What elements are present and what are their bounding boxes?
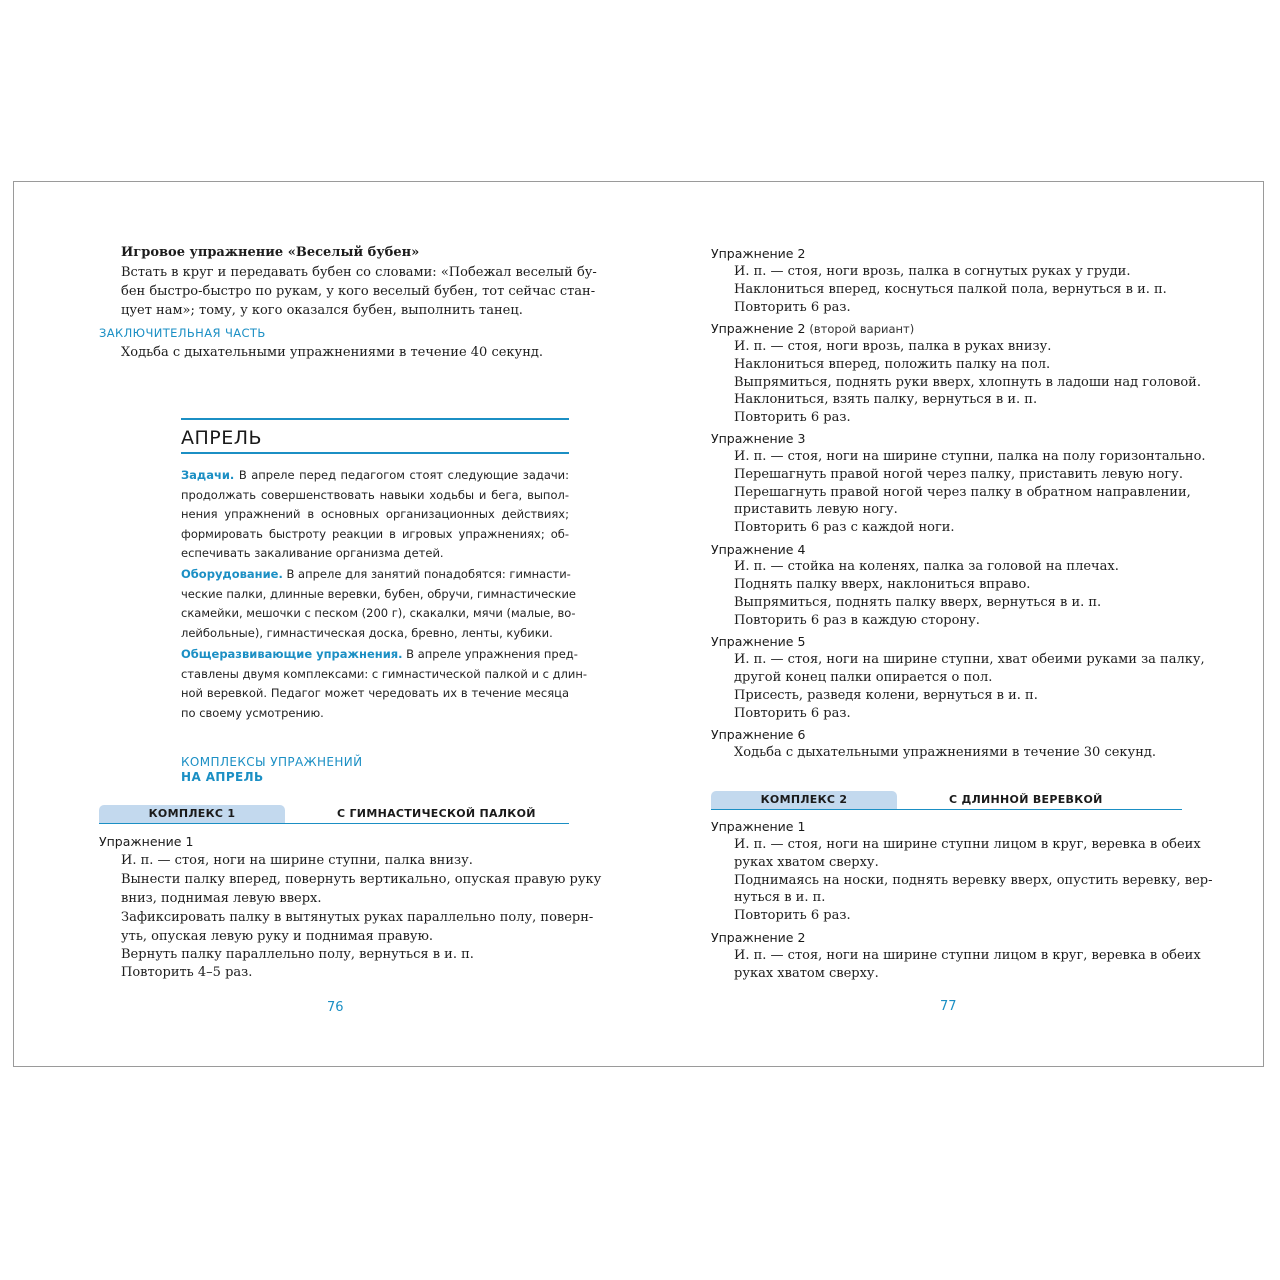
april-bottom-rule — [181, 452, 569, 454]
ex4-line: Поднять палку вверх, наклониться вправо. — [734, 577, 1031, 592]
ex3-line: И. п. — стоя, ноги на ширине ступни, палка на полу горизонтально. — [734, 449, 1206, 464]
tasks-line: В апреле перед педагогом стоят следующие задачи: — [238, 468, 570, 482]
c1-ex1-title: Упражнение 1 — [99, 834, 194, 849]
april-tasks — [181, 466, 569, 564]
april-equipment — [181, 565, 576, 643]
c2-ex1-line: И. п. — стоя, ноги на ширине ступни лицом в круг, веревка в обеих — [734, 837, 1201, 852]
general-lead: Общеразвивающие упражнения. — [181, 647, 403, 661]
c1-ex1-line: уть, опуская левую руку и поднимая правую. — [121, 929, 434, 944]
complexes-heading — [181, 755, 363, 785]
equipment-line: лейбольные), гимнастическая доска, бревно, ленты, кубики. — [181, 625, 553, 640]
c1-ex1-line: Зафиксировать палку в вытянутых руках параллельно полу, поверн- — [121, 910, 594, 925]
ex2-line: Повторить 6 раз. — [734, 300, 851, 315]
c1-ex1-line: вниз, поднимая левую вверх. — [121, 891, 322, 906]
april-title: АПРЕЛЬ — [181, 427, 263, 449]
ex4-title: Упражнение 4 — [711, 542, 806, 557]
c1-ex1-line: Повторить 4–5 раз. — [121, 965, 253, 980]
game-line: бен быстро-быстро по рукам, у кого веселый бубен, тот сейчас стан- — [121, 284, 596, 299]
ex4-line: Повторить 6 раз в каждую сторону. — [734, 613, 980, 628]
ex3-line: Перешагнуть правой ногой через палку, приставить левую ногу. — [734, 467, 1183, 482]
c2-ex2-title: Упражнение 2 — [711, 930, 806, 945]
final-part-heading: ЗАКЛЮЧИТЕЛЬНАЯ ЧАСТЬ — [99, 326, 266, 340]
ex3-line: Перешагнуть правой ногой через палку в обратном направлении, — [734, 485, 1191, 500]
c1-ex1-line: И. п. — стоя, ноги на ширине ступни, палка внизу. — [121, 853, 473, 868]
ex2b-title — [711, 320, 914, 338]
tasks-line: еспечивать закаливание организма детей. — [181, 546, 444, 560]
c2-ex1-line: Поднимаясь на носки, поднять веревку вверх, опустить веревку, вер- — [734, 873, 1213, 888]
ex3-title: Упражнение 3 — [711, 431, 806, 446]
game-title: Игровое упражнение «Веселый бубен» — [121, 245, 420, 260]
c1-ex1-line: Вынести палку вперед, повернуть вертикально, опуская правую руку — [121, 872, 602, 887]
ex4-line: Выпрямиться, поднять палку вверх, вернуться в и. п. — [734, 595, 1102, 610]
ex5-line: Присесть, разведя колени, вернуться в и. п. — [734, 688, 1038, 703]
complex1-rule — [99, 823, 569, 824]
tasks-lead: Задачи. — [181, 468, 235, 482]
april-top-rule — [181, 418, 569, 420]
equipment-line: ческие палки, длинные веревки, бубен, обручи, гимнастические — [181, 586, 576, 601]
complex1-title: С ГИМНАСТИЧЕСКОЙ ПАЛКОЙ — [337, 807, 536, 820]
general-line: В апреле упражнения пред- — [406, 647, 578, 661]
general-line: ставлены двумя комплексами: с гимнастической палкой и с длин- — [181, 666, 588, 681]
ex2-line: И. п. — стоя, ноги врозь, палка в согнутых руках у груди. — [734, 264, 1131, 279]
complex1-tab: КОМПЛЕКС 1 — [99, 805, 285, 823]
ex2b-line: Наклониться, взять палку, вернуться в и. п. — [734, 392, 1038, 407]
c1-ex1-line: Вернуть палку параллельно полу, вернуться в и. п. — [121, 947, 474, 962]
page-number-left: 76 — [327, 1000, 344, 1015]
game-line: Встать в круг и передавать бубен со словами: «Побежал веселый бу- — [121, 265, 597, 280]
ex2-title: Упражнение 2 — [711, 246, 806, 261]
equipment-line: скамейки, мешочки с песком (200 г), скакалки, мячи (малые, во- — [181, 606, 576, 620]
final-part-text: Ходьба с дыхательными упражнениями в течение 40 секунд. — [121, 345, 544, 360]
ex5-line: И. п. — стоя, ноги на ширине ступни, хват обеими руками за палку, — [734, 652, 1205, 667]
c2-ex1-line: нуться в и. п. — [734, 890, 826, 905]
c2-ex1-line: Повторить 6 раз. — [734, 908, 851, 923]
c2-ex1-line: руках хватом сверху. — [734, 855, 879, 870]
tasks-line: продолжать совершенствовать навыки ходьбы и бега, выпол- — [181, 487, 569, 502]
ex2b-note: (второй вариант) — [809, 322, 915, 336]
complex2-tab: КОМПЛЕКС 2 — [711, 791, 897, 809]
general-line: по своему усмотрению. — [181, 705, 324, 720]
ex2b-line: Наклониться вперед, положить палку на пол. — [734, 357, 1051, 372]
game-line: цует нам»; тому, у кого оказался бубен, выполнить танец. — [121, 303, 523, 318]
c2-ex2-line: руках хватом сверху. — [734, 966, 879, 981]
complexes-heading-line2: НА АПРЕЛЬ — [181, 770, 264, 784]
ex2b-line: Повторить 6 раз. — [734, 410, 851, 425]
c2-ex1-title: Упражнение 1 — [711, 819, 806, 834]
ex5-line: Повторить 6 раз. — [734, 706, 851, 721]
ex2b-line: Выпрямиться, поднять руки вверх, хлопнуть в ладоши над головой. — [734, 375, 1201, 390]
complex2-title: С ДЛИННОЙ ВЕРЕВКОЙ — [949, 793, 1103, 806]
c2-ex2-line: И. п. — стоя, ноги на ширине ступни лицом в круг, веревка в обеих — [734, 948, 1201, 963]
ex2b-line: И. п. — стоя, ноги врозь, палка в руках внизу. — [734, 339, 1052, 354]
tasks-line: формировать быстроту реакции в игровых упражнениях; об- — [181, 526, 569, 541]
equipment-line: В апреле для занятий понадобятся: гимнасти- — [286, 567, 571, 581]
ex2-line: Наклониться вперед, коснуться палкой пола, вернуться в и. п. — [734, 282, 1167, 297]
page-number-right: 77 — [940, 999, 957, 1014]
ex6-title: Упражнение 6 — [711, 727, 806, 742]
complex2-rule — [711, 809, 1182, 810]
general-line: ной веревкой. Педагог может чередовать их в течение месяца — [181, 686, 569, 700]
ex2b-title-text: Упражнение 2 — [711, 321, 806, 336]
complexes-heading-line1: КОМПЛЕКСЫ УПРАЖНЕНИЙ — [181, 755, 363, 769]
ex3-line: приставить левую ногу. — [734, 502, 898, 517]
ex5-line: другой конец палки опирается о пол. — [734, 670, 993, 685]
equipment-lead: Оборудование. — [181, 567, 283, 581]
april-general — [181, 645, 588, 723]
tasks-line: нения упражнений в основных организационных действиях; — [181, 507, 569, 521]
ex4-line: И. п. — стойка на коленях, палка за головой на плечах. — [734, 559, 1119, 574]
ex6-line: Ходьба с дыхательными упражнениями в течение 30 секунд. — [734, 745, 1157, 760]
ex3-line: Повторить 6 раз с каждой ноги. — [734, 520, 955, 535]
ex5-title: Упражнение 5 — [711, 634, 806, 649]
